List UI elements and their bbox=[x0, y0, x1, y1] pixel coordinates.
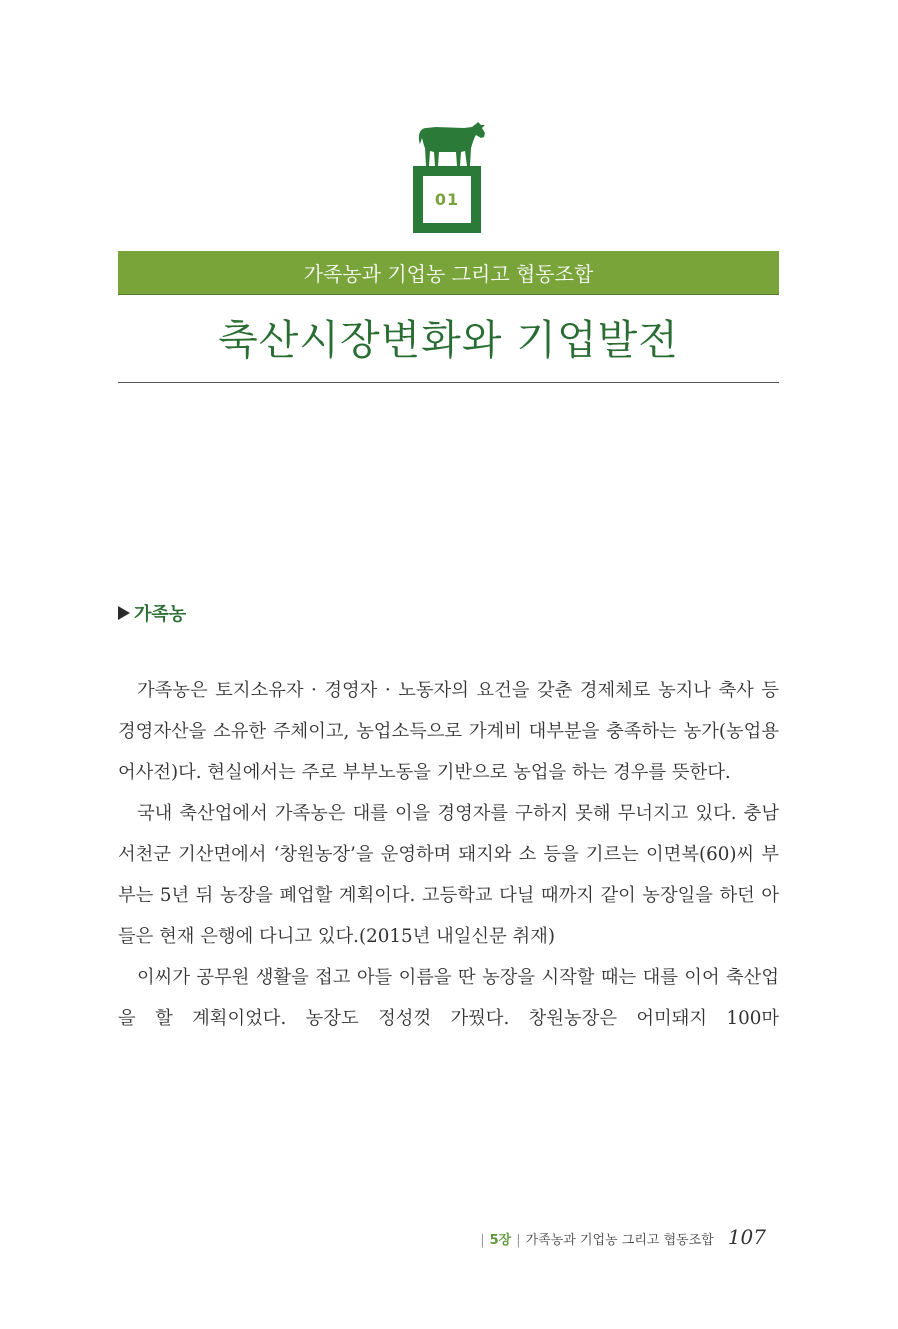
page-number: 107 bbox=[727, 1225, 766, 1249]
page-footer bbox=[475, 1225, 766, 1249]
section-heading-label: 가족농 bbox=[134, 604, 187, 625]
page-title: 축산시장변화와 기업발전 bbox=[218, 316, 679, 364]
footer-separator: | bbox=[480, 1233, 485, 1248]
cow-icon bbox=[416, 118, 488, 168]
paragraph: 국내 축산업에서 가족농은 대를 이을 경영자를 구하지 못해 무너지고 있다. 충남 서천군 기산면에서 ‘창원농장’을 운영하며 돼지와 소 등을 기르는 이면복(60)씨 부부는 5년 뒤 농장을 폐업할 계획이다. 고등학교 다닐 때까지 같이 농장일을 하던 아들은 현재 은행에 다니고 있다.(2015년 내일신문 취재) bbox=[118, 803, 779, 947]
footer-chapter-title: 가족농과 기업농 그리고 협동조합 bbox=[525, 1233, 714, 1248]
body-text bbox=[118, 670, 779, 1039]
section-heading bbox=[118, 600, 186, 626]
paragraph: 가족농은 토지소유자 · 경영자 · 노동자의 요건을 갖춘 경제체로 농지나 축사 등 경영자산을 소유한 주체이고, 농업소득으로 가계비 대부분을 충족하는 농가(농업용어사전)다. 현실에서는 주로 부부노동을 기반으로 농업을 하는 경우를 뜻한다. bbox=[118, 680, 779, 783]
triangle-bullet-icon bbox=[118, 606, 130, 620]
chapter-emblem bbox=[413, 118, 481, 233]
footer-separator: | bbox=[516, 1233, 521, 1248]
footer-chapter: 5장 bbox=[489, 1233, 512, 1248]
title-divider bbox=[118, 382, 779, 383]
section-number-box bbox=[413, 166, 481, 233]
section-number: 01 bbox=[423, 176, 471, 223]
paragraph: 이씨가 공무원 생활을 접고 아들 이름을 딴 농장을 시작할 때는 대를 이어 축산업을 할 계획이었다. 농장도 정성껏 가꿨다. 창원농장은 어미돼지 100마 bbox=[118, 967, 779, 1029]
category-banner: 가족농과 기업농 그리고 협동조합 bbox=[118, 251, 779, 295]
